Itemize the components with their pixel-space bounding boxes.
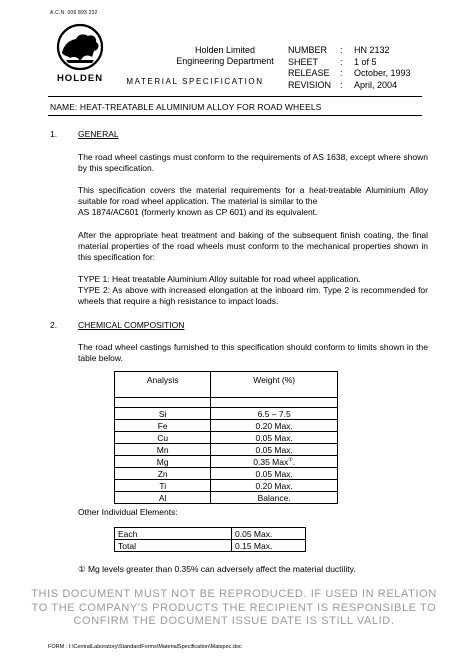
meta-key: NUMBER [288,45,328,55]
department-name: Engineering Department [176,56,274,66]
paragraph-type-1: TYPE 1: Heat treatable Aluminium Alloy suitable for road wheel application. [78,274,361,284]
table-row: Zn 0.05 Max. [115,468,338,480]
table-row: Al Balance. [115,492,338,504]
spec-label: MATERIAL SPECIFICATION [126,77,264,86]
name-divider [48,115,422,116]
table-row: Mn 0.05 Max. [115,444,338,456]
meta-value: 1 of 5 [354,56,377,67]
column-header: Analysis [115,372,211,398]
header-divider [48,96,422,97]
meta-value: HN 2132 [354,45,390,55]
table-header-row [115,372,338,398]
section-number: 1. [50,129,58,139]
paragraph: After the appropriate heat treatment and baking of the subsequent finish coating, the final material properties of the road wheels must conform to the mechanical properties shown in this specification for: [78,230,428,262]
meta-key: RELEASE [288,68,330,78]
meta-row-number: NUMBER : HN 2132 [288,45,390,55]
meta-row-release: RELEASE : October, 1993 [288,68,411,78]
paragraph: The road wheel castings must conform to the requirements of AS 1638, except where shown by this specification. [78,152,428,173]
meta-key: REVISION [288,79,332,90]
notice-line: TO THE COMPANY'S PRODUCTS THE RECIPIENT IS RESPONSIBLE TO [31,601,437,614]
section-number: 2. [50,320,58,330]
meta-value: April, 2004 [354,79,398,90]
table-row: Ti 0.20 Max. [115,480,338,492]
other-elements-label: Other Individual Elements: [78,507,178,517]
table-row: Fe 0.20 Max. [115,420,338,432]
footnote: ① Mg levels greater than 0.35% can adversely affect the material ductility. [78,564,356,574]
other-elements-table [114,527,306,552]
table-row: Mg 0.35 Max①. [115,456,338,468]
column-header: Weight (%) [211,372,338,398]
section-title-general: GENERAL [78,129,119,139]
notice-line: CONFIRM THE DOCUMENT ISSUE DATE IS STILL VALID. [73,615,395,627]
meta-row-revision: REVISION : April, 2004 [288,79,398,90]
meta-value: October, 1993 [354,68,411,78]
table-row: Total 0.15 Max. [115,540,306,552]
chemical-composition-table [114,371,338,504]
footnote-marker: ① [288,456,293,463]
table-row: Cu 0.05 Max. [115,432,338,444]
table-spacer-row [115,398,338,408]
logo-wordmark: HOLDEN [56,73,104,84]
table-row: Each 0.05 Max. [115,528,306,540]
document-name: NAME: HEAT-TREATABLE ALUMINIUM ALLOY FOR ROAD WHEELS [50,102,322,112]
reproduction-notice [20,588,448,629]
meta-row-sheet: SHEET : 1 of 5 [288,56,377,67]
meta-key: SHEET [288,56,319,67]
acn-number: A.C.N. 006 893 232 [50,10,98,16]
paragraph: AS 1874/AC601 (formerly known as CP 601) and its equivalent. [78,207,318,217]
document-meta [288,45,411,91]
form-path: FORM : I:\CentralLaboratory\StandardForms\MaterialSpecification\Matspec.doc [48,644,242,650]
section-title-chemical-composition: CHEMICAL COMPOSITION [78,320,185,330]
paragraph-type-2: TYPE 2: As above with increased elongation at the inboard rim. Type 2 is recommended for wheels that require a high resistance to impact loads. [78,285,428,306]
paragraph: The road wheel castings furnished to this specification should conform to limits shown in the table below. [78,342,428,363]
paragraph: This specification covers the material requirements for a heat-treatable Aluminium Alloy suitable for road wheel application. The material is similar to the [78,185,428,206]
table-row: Si 6.5 – 7.5 [115,408,338,420]
company-name: Holden Limited [194,45,256,55]
notice-line: THIS DOCUMENT MUST NOT BE REPRODUCED. IF USED IN RELATION [31,588,437,600]
